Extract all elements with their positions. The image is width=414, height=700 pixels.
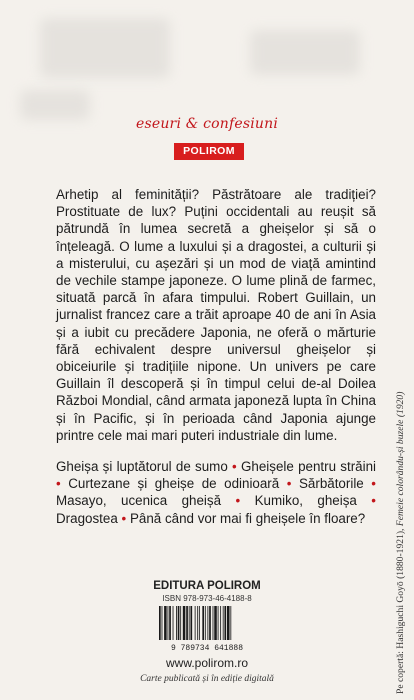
contents-item: Dragostea: [56, 510, 118, 526]
publisher-name: EDITURA POLIROM: [153, 580, 261, 592]
bullet-icon: •: [56, 476, 61, 492]
background-watermark: [250, 30, 360, 75]
cover-credit-title: Femeie colorându-și buzele (1920): [395, 391, 406, 527]
contents-item: Gheișele pentru străini: [240, 459, 376, 474]
series-title: eseuri & confesiuni: [135, 116, 279, 132]
bullet-icon: •: [286, 476, 292, 492]
bullet-icon: •: [232, 459, 237, 474]
contents-item: Gheișa și luptătorul de sumo: [56, 459, 228, 474]
contents-item: Sărbătorile: [298, 476, 364, 492]
contents-list: [56, 458, 376, 527]
cover-credit-prefix: Pe copertă: Hashiguchi Goyō (1880-1921),: [395, 526, 406, 694]
contents-item: Kumiko, gheișa: [254, 493, 357, 509]
background-watermark: [40, 18, 170, 78]
bullet-icon: •: [121, 510, 127, 526]
isbn-text: ISBN 978-973-46-4188-8: [162, 594, 252, 603]
bullet-icon: •: [371, 493, 376, 509]
publisher-website: www.polirom.ro: [165, 656, 249, 670]
contents-item: Masayo, ucenica gheișă: [56, 493, 222, 509]
barcode-block: [153, 592, 261, 654]
contents-item: Curtezane și gheișe de odinioară: [68, 476, 280, 492]
cover-credit: [395, 254, 407, 694]
blurb-text: Arhetip al feminității? Păstrătoare ale tradiției? Prostituate de lux? Puțini occidentali au reușit să pătrundă în lumea secretă a gheișelor și să o înțeleagă. O lume a luxului și a dragostei, a culturii și a misterului, cu așezări și un mod de viață amintind de vechile stampe japoneze. O lume plină de farmec, situată parcă în afara timpului. Robert Guillain, un jurnalist francez care a trăit aproape 40 de ani în Asia și a iubit cu precădere Japonia, ne oferă o mărturie fără echivalent despre universul gheișelor și obiceiurile și tradițiile nipone. Un univers pe care Guillain îl descoperă și în timpul celui de-al Doilea Război Mondial, când armata japoneză lupta în China și în Pacific, și în perioada când Japonia ajunge printre cele mai mari puteri industriale din lume.: [56, 187, 376, 443]
bullet-icon: •: [371, 476, 376, 492]
contents-item: Până când vor mai fi gheișele în floare?: [129, 510, 366, 526]
barcode-icon: [155, 606, 259, 652]
bullet-icon: •: [235, 493, 241, 509]
barcode-digits: 9 789734 641888: [170, 644, 244, 652]
publisher-logo: POLIROM: [174, 143, 244, 160]
digital-edition-note: Carte publicată și în ediție digitală: [140, 674, 274, 684]
